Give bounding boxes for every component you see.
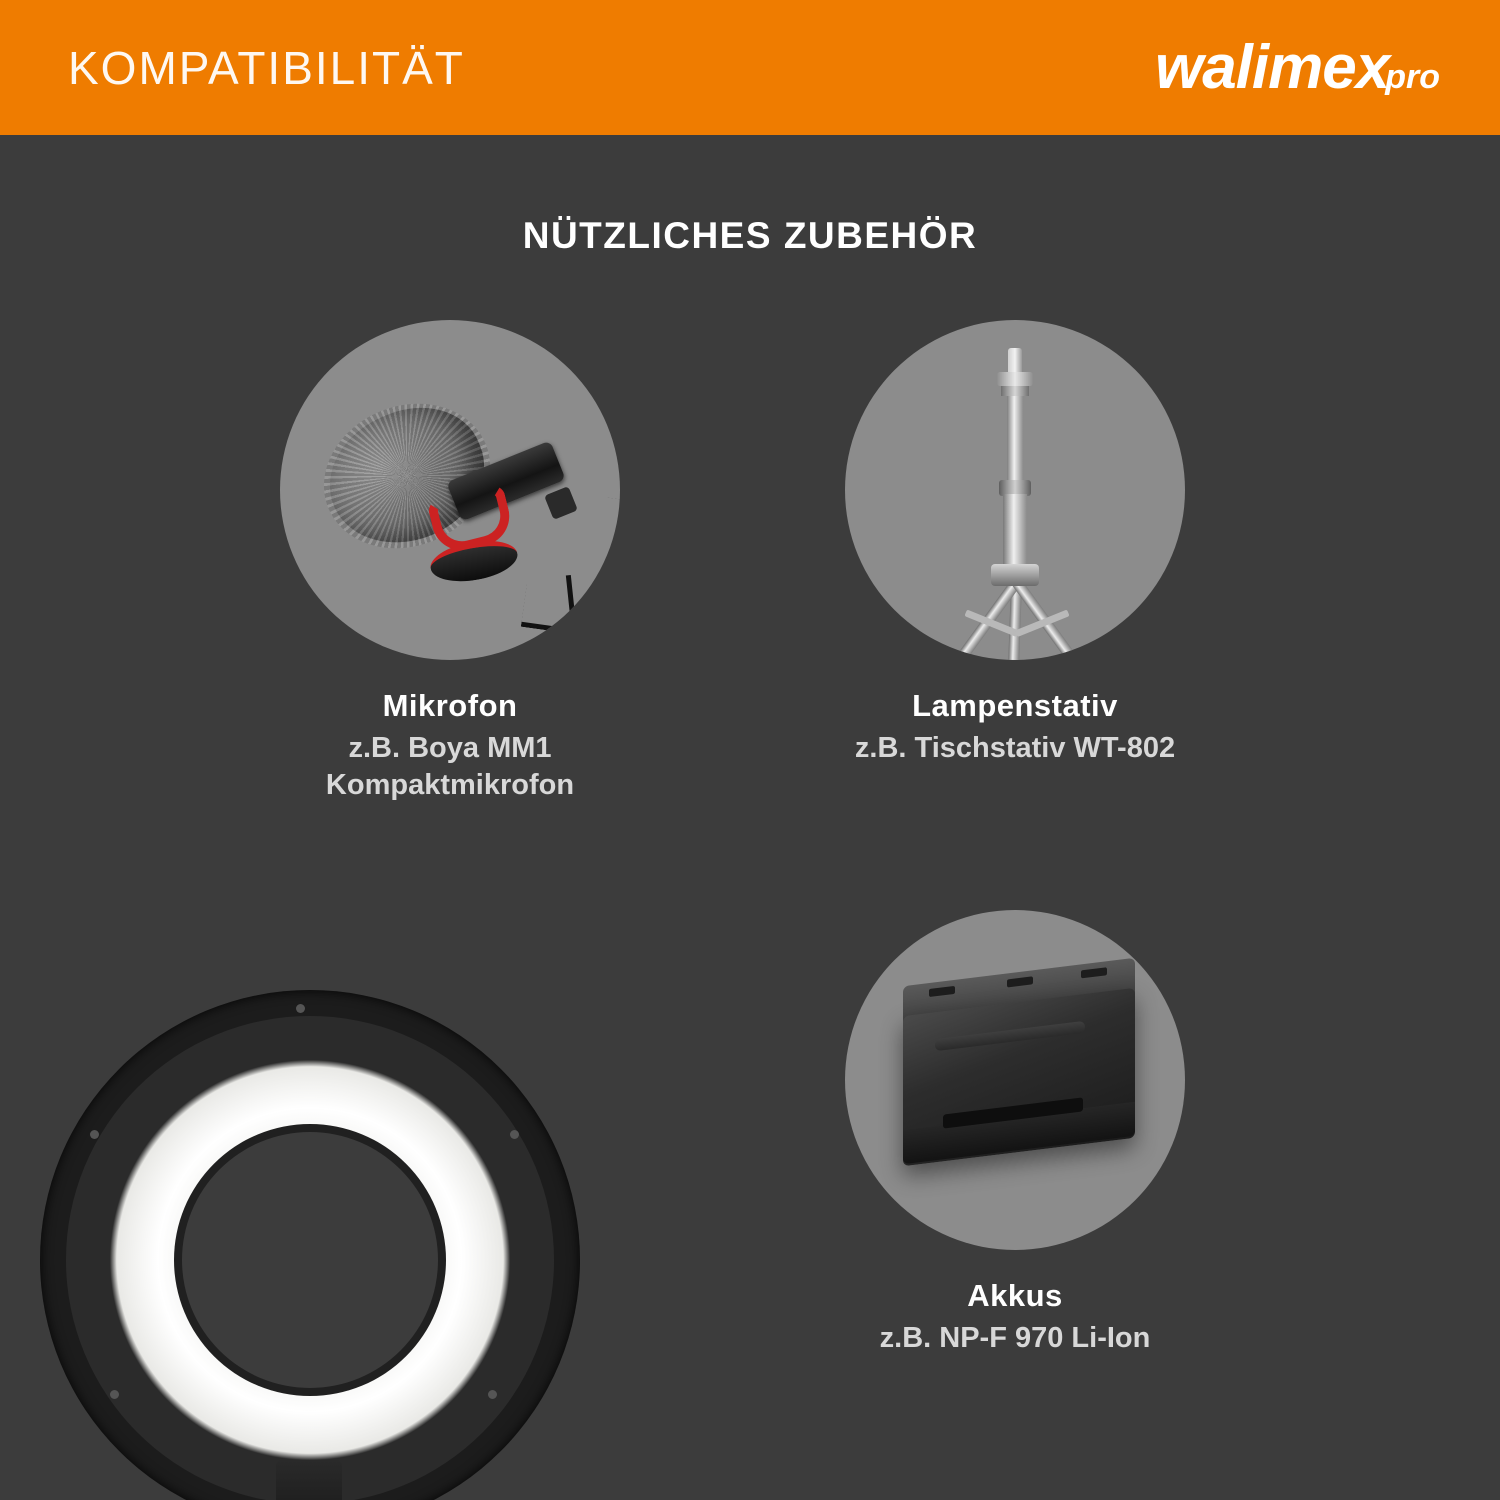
ring-screw-icon xyxy=(488,1390,497,1399)
walimex-pro-logo xyxy=(1155,32,1440,103)
light-stand-photo xyxy=(845,320,1185,660)
accessory-name: Lampenstativ xyxy=(912,688,1118,723)
stand-knob-lower-icon xyxy=(1001,386,1029,396)
ring-screw-icon xyxy=(510,1130,519,1139)
stand-spigot-icon xyxy=(1008,348,1022,374)
accessory-description-line2: Kompaktmikrofon xyxy=(325,769,575,802)
section-title: NÜTZLICHES ZUBEHÖR xyxy=(522,215,978,256)
ring-screw-icon xyxy=(90,1130,99,1139)
accessory-item-microphone xyxy=(195,320,705,804)
accessory-description-line1: z.B. NP-F 970 Li-Ion xyxy=(879,1322,1151,1354)
accessory-description-line1: z.B. Boya MM1 xyxy=(348,732,552,764)
accessory-name: Mikrofon xyxy=(382,688,518,723)
battery-notch-icon xyxy=(929,986,955,997)
stand-knob-icon xyxy=(997,372,1033,386)
battery-notch-icon xyxy=(1081,967,1107,978)
battery-photo xyxy=(845,910,1185,1250)
accessory-name: Akkus xyxy=(967,1278,1063,1313)
battery-notch-icon xyxy=(1007,976,1033,987)
ring-light-inner-hole-icon xyxy=(182,1132,438,1388)
ring-screw-icon xyxy=(296,1004,305,1013)
microphone-photo xyxy=(280,320,620,660)
brand-suffix: pro xyxy=(1385,58,1440,96)
page-header xyxy=(0,0,1500,135)
stand-hub-icon xyxy=(991,564,1039,586)
ring-screw-icon xyxy=(110,1390,119,1399)
ring-light-photo xyxy=(0,990,670,1500)
content-area xyxy=(0,135,1500,1500)
accessory-item-light-stand xyxy=(735,320,1295,767)
ring-light-bracket-icon xyxy=(276,1460,342,1500)
stand-upper-pole-icon xyxy=(1007,396,1023,482)
accessory-description-line1: z.B. Tischstativ WT-802 xyxy=(854,732,1176,764)
page-title: KOMPATIBILITÄT xyxy=(68,41,465,94)
accessory-item-battery xyxy=(735,910,1295,1357)
brand-name: walimex xyxy=(1154,33,1390,102)
stand-lower-pole-icon xyxy=(1003,494,1027,568)
